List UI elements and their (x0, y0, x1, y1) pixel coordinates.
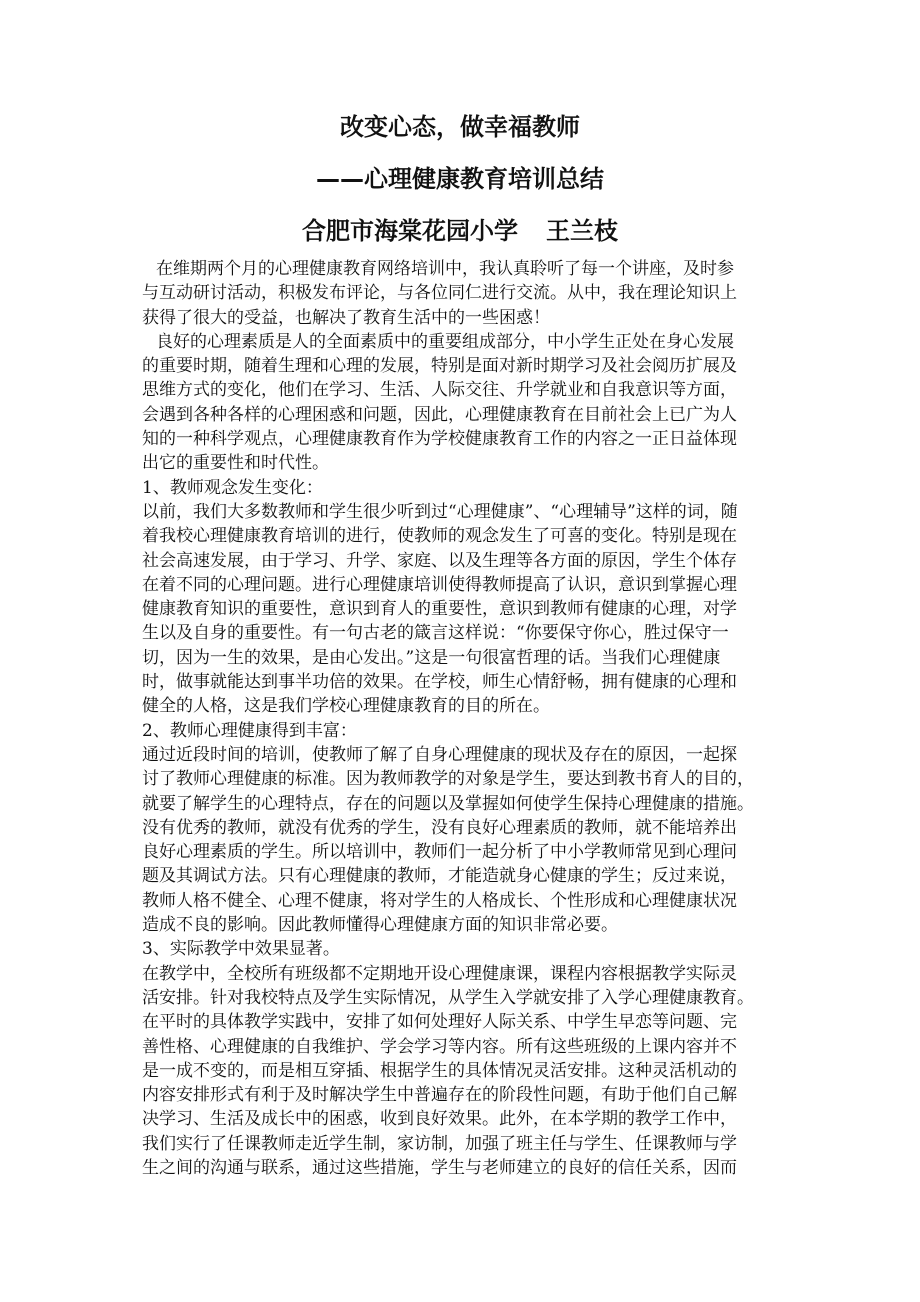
section-heading: 3、实际教学中效果显著。 (142, 939, 340, 960)
body-line: 活安排。针对我校特点及学生实际情况，从学生入学就安排了入学心理健康教育。 (142, 987, 754, 1008)
body-line: 没有优秀的教师，就没有优秀的学生，没有良好心理素质的教师，就不能培养出 (142, 817, 737, 838)
body-line: 讨了教师心理健康的标准。因为教师教学的对象是学生，要达到教书育人的目的， (142, 769, 754, 790)
body-line: 在维期两个月的心理健康教育网络培训中，我认真聆听了每一个讲座，及时参 (156, 259, 734, 279)
document-body (142, 257, 784, 1180)
body-line: 造成不良的影响。因此教师懂得心理健康方面的知识非常必要。 (142, 915, 618, 936)
body-line: 社会高速发展，由于学习、升学、家庭、以及生理等各方面的原因，学生个体存 (142, 550, 737, 571)
body-line: 出它的重要性和时代性。 (142, 453, 329, 474)
body-line: 切，因为一生的效果，是由心发出。”这是一句很富哲理的话。当我们心理健康 (142, 647, 721, 668)
body-line: 生之间的沟通与联系，通过这些措施，学生与老师建立的良好的信任关系，因而 (142, 1157, 737, 1178)
school-name: 合肥市海棠花园小学 (302, 217, 518, 245)
body-line: 在平时的具体教学实践中，安排了如何处理好人际关系、中学生早恋等问题、完 (142, 1012, 737, 1033)
body-line: 良好的心理素质是人的全面素质中的重要组成部分，中小学生正处在身心发展 (156, 331, 734, 352)
author-line (0, 216, 920, 246)
body-line: 题及其调试方法。只有心理健康的教师，才能造就身心健康的学生；反过来说， (142, 866, 737, 887)
body-line: 的重要时期，随着生理和心理的发展，特别是面对新时期学习及社会阅历扩展及 (142, 356, 737, 377)
section-heading: 2、教师心理健康得到丰富： (142, 720, 357, 741)
body-line: 生以及自身的重要性。有一句古老的箴言这样说：“你要保守你心，胜过保守一 (142, 623, 729, 644)
section-heading: 1、教师观念发生变化： (142, 477, 323, 498)
body-line: 会遇到各种各样的心理困惑和问题，因此，心理健康教育在目前社会上已广为人 (142, 404, 737, 425)
body-line: 通过近段时间的培训，使教师了解了自身心理健康的现状及存在的原因，一起探 (142, 744, 737, 765)
body-line: 健全的人格，这是我们学校心理健康教育的目的所在。 (142, 696, 550, 717)
body-line: 与互动研讨活动，积极发布评论，与各位同仁进行交流。从中，我在理论知识上 (142, 283, 737, 304)
body-line: 善性格、心理健康的自我维护、学会学习等内容。所有这些班级的上课内容并不 (142, 1036, 737, 1057)
body-line: 我们实行了任课教师走近学生制，家访制，加强了班主任与学生、任课教师与学 (142, 1133, 737, 1154)
body-line: 是一成不变的，而是相互穿插、根据学生的具体情况灵活安排。这种灵活机动的 (142, 1060, 737, 1081)
body-line: 在教学中，全校所有班级都不定期地开设心理健康课，课程内容根据教学实际灵 (142, 963, 737, 984)
document-title: 改变心态，做幸福教师 (340, 113, 580, 141)
document-subtitle: ——心理健康教育培训总结 (316, 165, 604, 193)
body-line: 以前，我们大多数教师和学生很少听到过“心理健康”、“心理辅导”这样的词，随 (142, 501, 738, 522)
body-line: 决学习、生活及成长中的困惑，收到良好效果。此外，在本学期的教学工作中， (142, 1109, 737, 1130)
body-line: 内容安排形式有利于及时解决学生中普遍存在的阶段性问题，有助于他们自己解 (142, 1085, 737, 1106)
author-name: 王兰枝 (546, 217, 618, 245)
body-line: 就要了解学生的心理特点，存在的问题以及掌握如何使学生保持心理健康的措施。 (142, 793, 754, 814)
body-line: 思维方式的变化，他们在学习、生活、人际交往、升学就业和自我意识等方面， (142, 380, 737, 401)
body-line: 健康教育知识的重要性，意识到育人的重要性，意识到教师有健康的心理，对学 (142, 599, 737, 620)
title-block (0, 112, 920, 246)
body-line: 知的一种科学观点，心理健康教育作为学校健康教育工作的内容之一正日益体现 (142, 429, 737, 450)
body-line: 获得了很大的受益，也解决了教育生活中的一些困惑！ (142, 307, 550, 328)
body-line: 良好心理素质的学生。所以培训中，教师们一起分析了中小学教师常见到心理问 (142, 842, 737, 863)
body-line: 在着不同的心理问题。进行心理健康培训使得教师提高了认识，意识到掌握心理 (142, 574, 737, 595)
body-line: 教师人格不健全、心理不健康，将对学生的人格成长、个性形成和心理健康状况 (142, 890, 737, 911)
body-line: 着我校心理健康教育培训的进行，使教师的观念发生了可喜的变化。特别是现在 (142, 526, 737, 547)
body-line: 时，做事就能达到事半功倍的效果。在学校，师生心情舒畅，拥有健康的心理和 (142, 672, 737, 693)
